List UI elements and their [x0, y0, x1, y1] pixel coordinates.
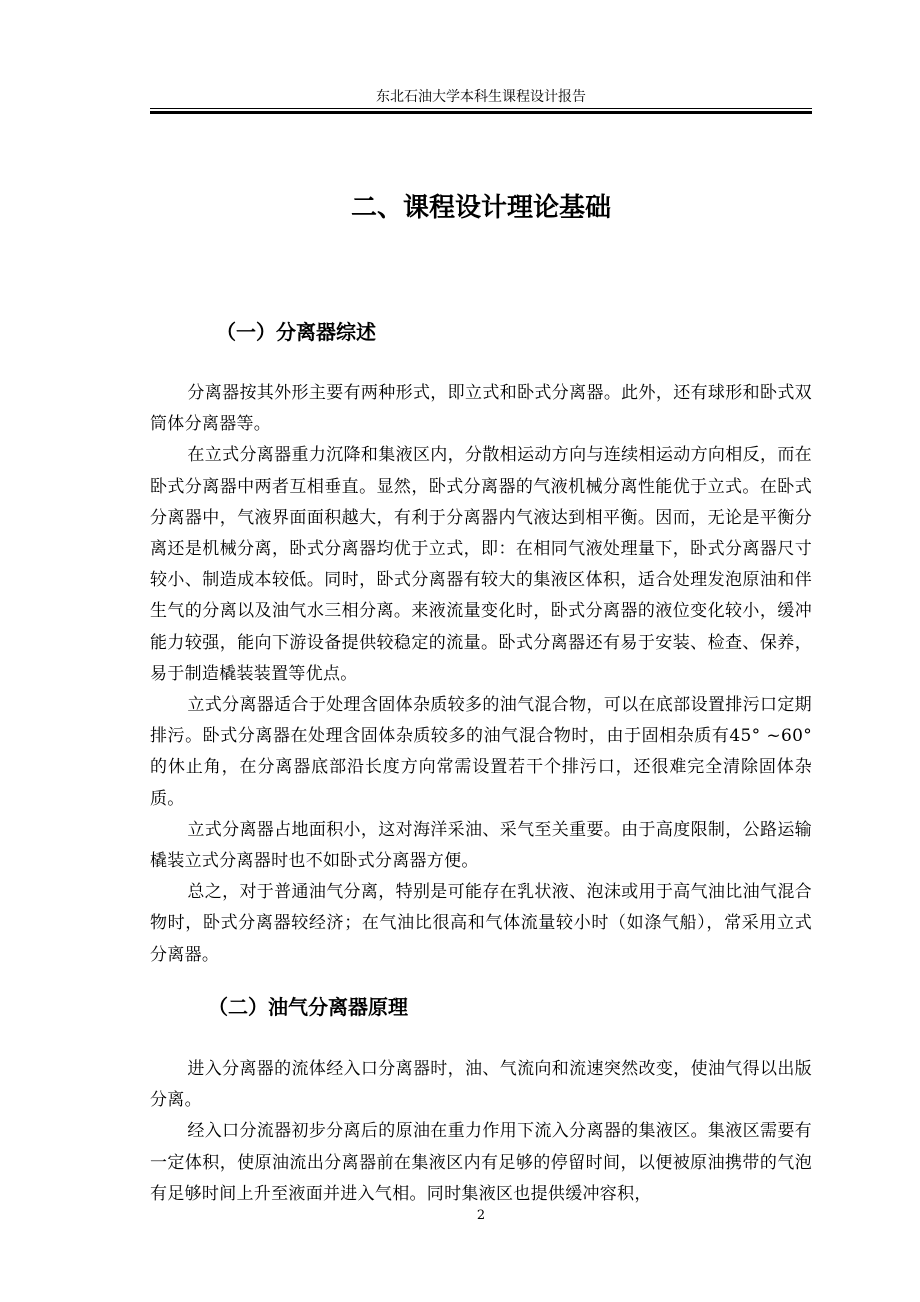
header-rule-thin — [150, 108, 812, 109]
header-rule-thick — [150, 111, 812, 114]
page-number: 2 — [476, 1208, 486, 1223]
section-body-principle — [150, 1054, 812, 1210]
paragraph: 进入分离器的流体经入口分离器时，油、气流向和流速突然改变，使油气得以出版分离。 — [150, 1059, 812, 1111]
paragraph: 在立式分离器重力沉降和集液区内，分散相运动方向与连续相运动方向相反，而在卧式分离器中两者互相垂直。显然，卧式分离器的气液机械分离性能优于立式。在卧式分离器中，气液界面面积越大，有利于分离器内气液达到相平衡。因而，无论是平衡分离还是机械分离，卧式分离器均优于立式，即：在相同气液处理量下，卧式分离器尺寸较小、制造成本较低。同时，卧式分离器有较大的集液区体积，适合处理发泡原油和伴生气的分离以及油气水三相分离。来液流量变化时，卧式分离器的液位变化较小，缓冲能力较强，能向下游设备提供较稳定的流量。卧式分离器还有易于安装、检查、保养，易于制造橇装装置等优点。 — [150, 445, 812, 684]
section-title-principle: （二）油气分离器原理 — [208, 995, 408, 1019]
section-body-overview — [150, 378, 812, 971]
running-header: 东北石油大学本科生课程设计报告 — [376, 89, 586, 105]
section-title-overview: （一）分离器综述 — [216, 320, 376, 344]
paragraph: 总之，对于普通油气分离，特别是可能存在乳状液、泡沫或用于高气油比油气混合物时，卧式分离器较经济；在气油比很高和气体流量较小时（如涤气船），常采用立式分离器。 — [150, 882, 812, 965]
paragraph: 立式分离器占地面积小，这对海洋采油、采气至关重要。由于高度限制，公路运输橇装立式分离器时也不如卧式分离器方便。 — [150, 819, 812, 872]
paragraph: 分离器按其外形主要有两种形式，即立式和卧式分离器。此外，还有球形和卧式双筒体分离器等。 — [150, 383, 812, 435]
paragraph: 经入口分流器初步分离后的原油在重力作用下流入分离器的集液区。集液区需要有一定体积，使原油流出分离器前在集液区内有足够的停留时间，以便被原油携带的气泡有足够时间上升至液面并进入气相。同时集液区也提供缓冲容积， — [150, 1121, 812, 1204]
paragraph: 立式分离器适合于处理含固体杂质较多的油气混合物，可以在底部设置排污口定期排污。卧式分离器在处理含固体杂质较多的油气混合物时，由于固相杂质有45° ~60° 的休止角，在分离器底部沿长度方向常需设置若干个排污口，还很难完全清除固体杂质。 — [150, 695, 812, 809]
chapter-title: 二、课程设计理论基础 — [350, 193, 611, 223]
